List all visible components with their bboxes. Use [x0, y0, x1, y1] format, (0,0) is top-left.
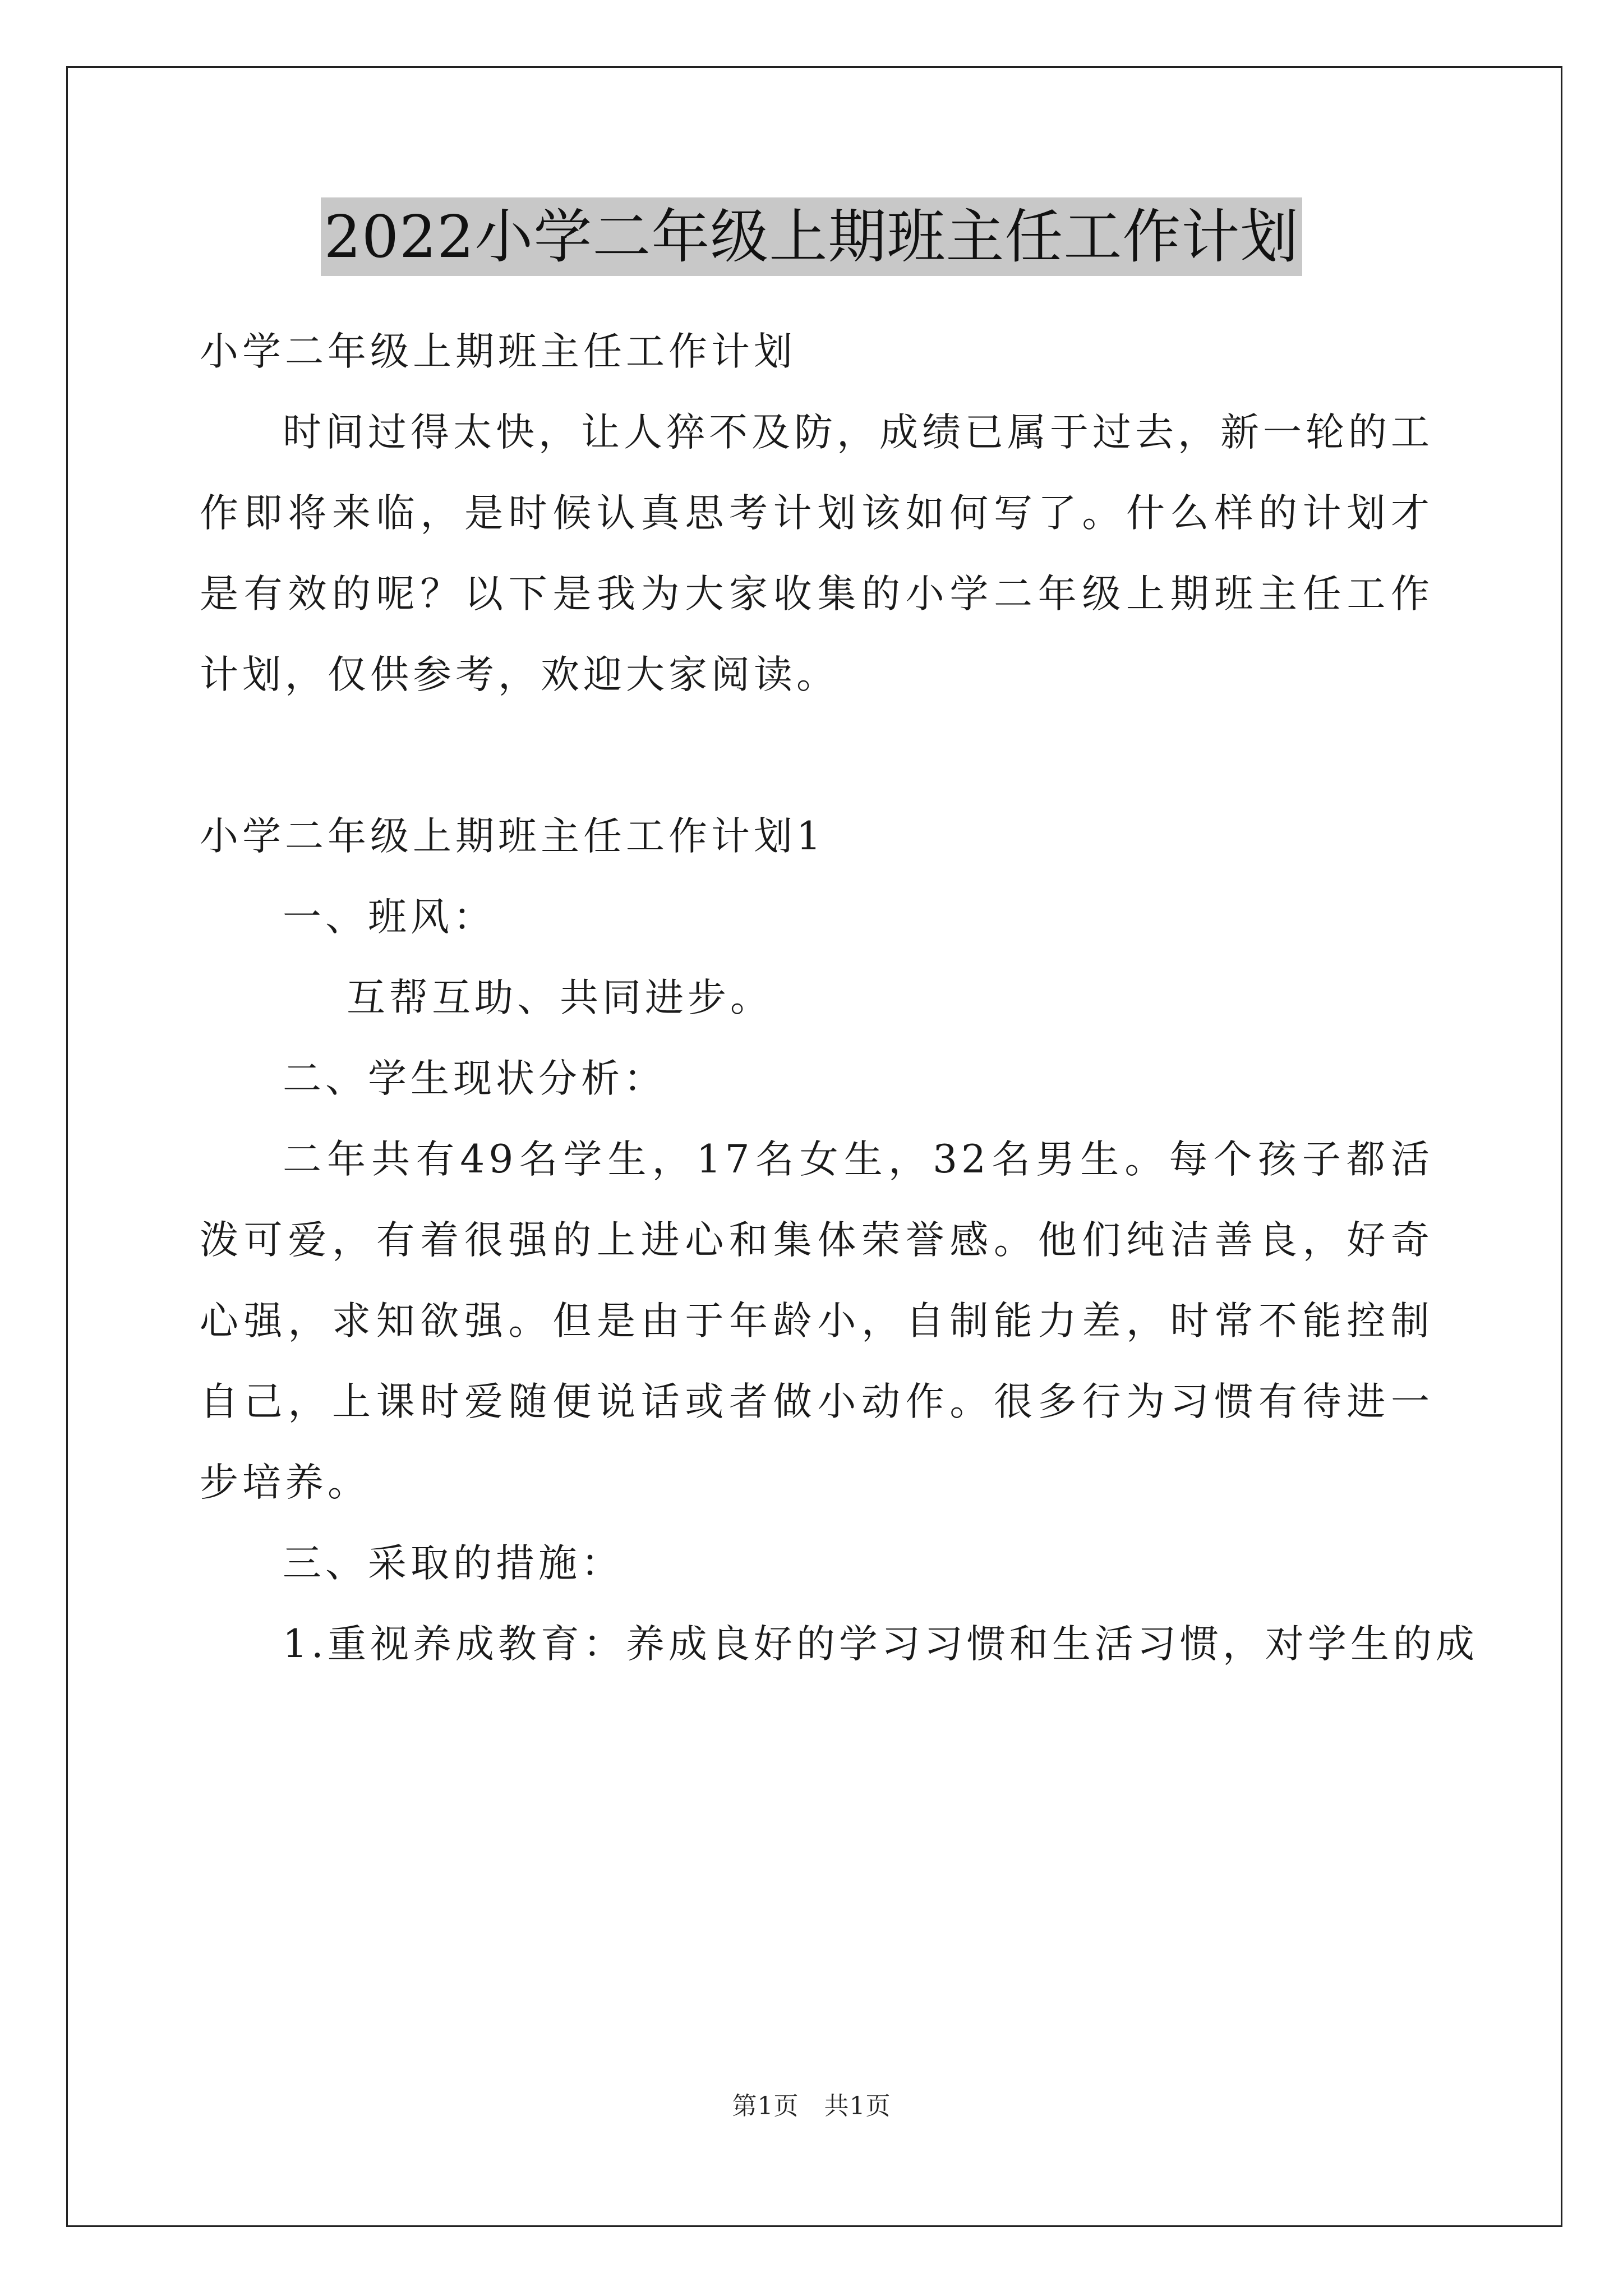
- paragraph-gap: [200, 715, 1433, 796]
- heading-student-analysis: 二、学生现状分析：: [283, 1056, 666, 1101]
- page-footer: 第1页 共1页: [732, 2092, 891, 2120]
- title-container: [0, 197, 1623, 276]
- measure-item-1: 1.重视养成教育：养成良好的学习习惯和生活习惯，对学生的成: [283, 1622, 1478, 1667]
- heading-measures: 三、采取的措施：: [283, 1541, 624, 1586]
- document-body: [200, 311, 1478, 1685]
- class-motto-text: 互帮互助、共同进步。: [347, 976, 773, 1020]
- analysis-paragraph: 二年共有49名学生，17名女生，32名男生。每个孩子都活泼可爱，有着很强的上进心和集体荣誉感。他们纯洁善良，好奇心强，求知欲强。但是由于年龄小，自制能力差，时常不能控制自己，上课时爱随便说话或者做小动作。很多行为习惯有待进一步培养。: [200, 1137, 1433, 1505]
- document-subtitle: 小学二年级上期班主任工作计划: [200, 329, 796, 374]
- heading-class-motto: 一、班风：: [283, 895, 496, 940]
- intro-paragraph: 时间过得太快，让人猝不及防，成绩已属于过去，新一轮的工作即将来临，是时候认真思考计划该如何写了。什么样的计划才是有效的呢？以下是我为大家收集的小学二年级上期班主任工作计划，仅供参考，欢迎大家阅读。: [200, 410, 1433, 697]
- document-title: 2022小学二年级上期班主任工作计划: [321, 197, 1303, 276]
- section-title: 小学二年级上期班主任工作计划1: [200, 814, 825, 859]
